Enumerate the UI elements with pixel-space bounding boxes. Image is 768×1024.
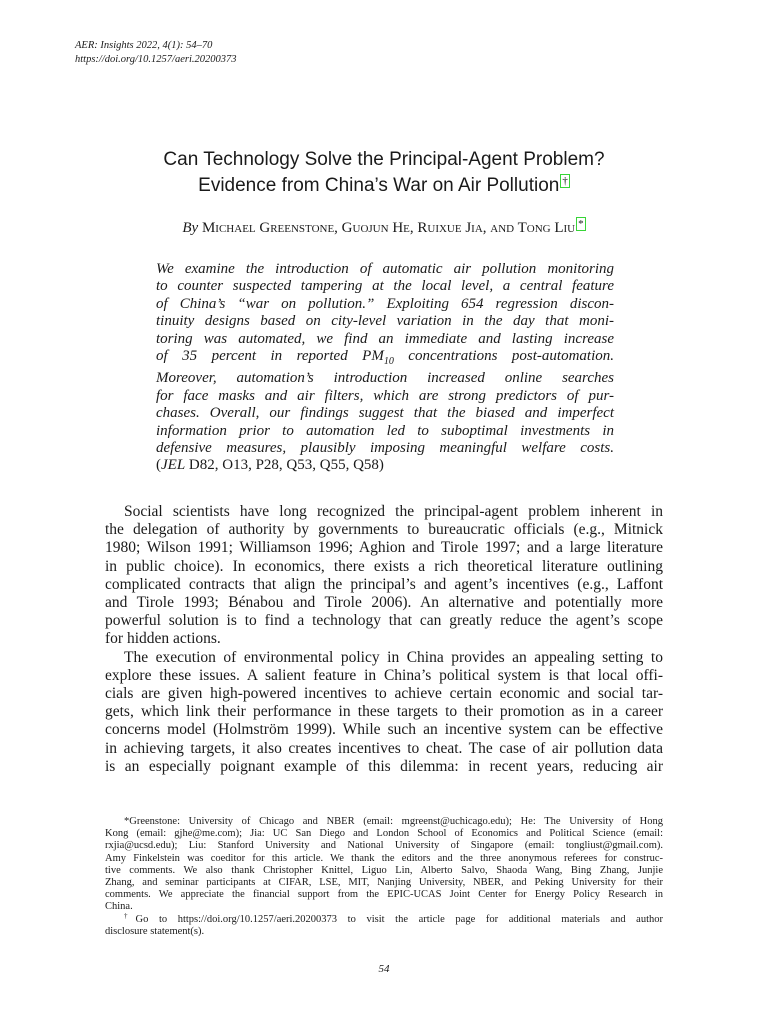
footnote-line: China. [105, 901, 133, 913]
abstract-line: for face masks and air filters, which are strong predictors of pur- [156, 387, 614, 404]
pm-pre: of 35 percent in reported PM [156, 348, 384, 365]
footnote-line: Amy Finkelstein was coeditor for this article. We thank the editors and the three anonymous referees for construc- [105, 852, 663, 864]
abstract-line-pm [156, 348, 614, 370]
jel-label: JEL [161, 457, 186, 474]
title-line-1: Can Technology Solve the Principal-Agent Problem? [163, 149, 605, 170]
jel-codes [156, 457, 614, 474]
footnote-star-text: Greenstone: University of Chicago and NBER (email: mgreenst@uchicago.edu); He: The University of Hong [129, 816, 663, 827]
body-line: the delegation of authority by governments to bureaucratic officials (e.g., Mitnick [105, 521, 663, 539]
jel-open: ( [156, 457, 161, 474]
body-line: in public choice). In economics, there exists a rich theoretical literature outlining [105, 557, 663, 575]
footnote-line: Zhang, and seminar participants at CIFAR, LSE, MIT, Nanjing University, NBER, and Peking University for their [105, 877, 663, 889]
page-number: 54 [378, 963, 390, 975]
pm-post: concentrations post-automation. [393, 348, 614, 365]
abstract-line: to counter suspected tampering at the local level, a central feature [156, 278, 614, 295]
footnote-line: tive comments. We also thank Christopher Knittel, Liguo Lin, Alberto Salvo, Shaoda Wang, Bing Zhang, Junjie [105, 864, 663, 876]
abstract-line: toring was automated, we find an immediate and lasting increase [156, 330, 614, 347]
footnote-line: Kong (email: gjhe@me.com); Jia: UC San Diego and London School of Economics and Political Science (email: [105, 828, 663, 840]
body-line: Social scientists have long recognized the principal-agent problem inherent in [124, 503, 663, 520]
footnote-line: comments. We appreciate the financial support from the EPIC-UCAS Joint Center for Energy Policy Research in [105, 889, 663, 901]
footnote-line [105, 911, 664, 926]
author-byline [0, 217, 768, 238]
body-line: 1980; Wilson 1991; Williamson 1996; Aghion and Tirole 1997; and a large literature [105, 539, 663, 557]
body-line: gets, which link their performance in these targets to their promotion as in a career [105, 703, 663, 721]
journal-header [75, 39, 237, 66]
abstract-line: chases. Overall, our findings suggest that the biased and imperfect [156, 405, 614, 422]
abstract-line: information prior to automation led to suboptimal investments in [156, 422, 614, 439]
abstract-line: of China’s “war on pollution.” Exploiting 654 regression discon- [156, 295, 614, 312]
author-names: Michael Greenstone, Guojun He, Ruixue Jia, and Tong Liu [201, 220, 576, 236]
body-line: and Tirole 1993; Bénabou and Tirole 2006). An alternative and potentially more [105, 594, 663, 612]
body-line: The execution of environmental policy in China provides an appealing setting to [124, 648, 663, 666]
body-line: for hidden actions. [105, 630, 221, 648]
footnote-dagger-mark: † [124, 911, 136, 920]
footnote-line: disclosure statement(s). [105, 925, 205, 937]
author-footnote-link[interactable]: * [578, 218, 584, 230]
title-line-2-text: Evidence from China’s War on Air Pollution [198, 175, 560, 196]
article-title [0, 147, 768, 199]
footnotes [105, 816, 663, 938]
pm-subscript: 10 [383, 356, 394, 368]
body-text [105, 503, 663, 776]
body-line: explore these issues. A salient feature in China’s political system is that local offi- [105, 666, 663, 684]
footnote-star-mark: * [124, 816, 130, 827]
abstract [156, 261, 614, 475]
doi-link[interactable]: https://doi.org/10.1257/aeri.20200373 [75, 53, 237, 65]
body-line: in achieving targets, it also creates incentives to cheat. The case of air pollution data [105, 739, 663, 757]
byline-by: By [182, 220, 199, 236]
body-line: complicated contracts that align the principal’s and agent’s incentives (e.g., Laffont [105, 575, 663, 593]
abstract-line: defensive measures, plausibly imposing meaningful welfare costs. [156, 440, 614, 457]
body-line: powerful solution is to find a technology that can greatly reduce the agent’s scope [105, 612, 663, 630]
jel-list: D82, O13, P28, Q53, Q55, Q58) [185, 457, 384, 474]
body-line: concerns model (Holmström 1999). While such an incentive system can be effective [105, 721, 663, 739]
journal-citation: AER: Insights 2022, 4(1): 54–70 [75, 40, 213, 51]
abstract-line: Moreover, automation’s introduction increased online searches [156, 370, 614, 387]
title-footnote-link[interactable]: † [562, 175, 568, 187]
abstract-line: We examine the introduction of automatic air pollution monitoring [156, 261, 614, 277]
footnote-line [105, 816, 663, 828]
abstract-line: tinuity designs based on city-level variation in the day that moni- [156, 313, 614, 330]
title-line-2 [0, 173, 768, 199]
footnote-line: rxjia@ucsd.edu); Liu: Stanford University and National University of Singapore (email: tongliust@gmail.com). [105, 840, 663, 852]
body-line: cials are given high-powered incentives to achieve certain economic and social tar- [105, 685, 663, 703]
body-line: is an especially poignant example of this dilemma: in recent years, reducing air [105, 757, 663, 775]
footnote-dagger-text: Go to https://doi.org/10.1257/aeri.20200373 to visit the article page for additional materials and author [135, 913, 664, 925]
